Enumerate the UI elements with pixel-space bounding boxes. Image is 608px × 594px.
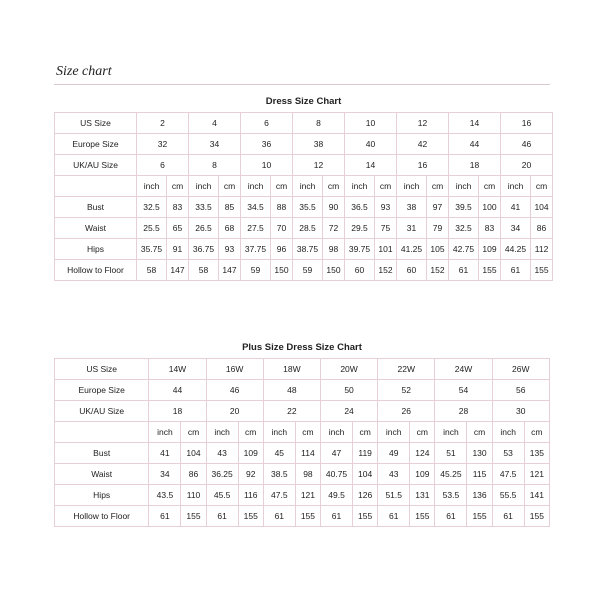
size-cell: 24 [320, 401, 377, 422]
measure-cell: 141 [524, 485, 549, 506]
row-label: Hollow to Floor [55, 506, 149, 527]
size-cell: 32 [137, 134, 189, 155]
measure-cell: 93 [375, 197, 397, 218]
size-cell: 50 [320, 380, 377, 401]
unit-inch: inch [241, 176, 271, 197]
measure-cell: 41 [149, 443, 181, 464]
measure-cell: 41 [501, 197, 531, 218]
measure-cell: 88 [271, 197, 293, 218]
measure-cell: 150 [271, 260, 293, 281]
measure-cell: 104 [181, 443, 206, 464]
measure-cell: 119 [353, 443, 378, 464]
measure-cell: 38 [397, 197, 427, 218]
size-cell: 22W [378, 359, 435, 380]
measure-cell: 47 [320, 443, 352, 464]
measure-cell: 124 [410, 443, 435, 464]
measure-row [55, 485, 550, 506]
size-cell: 28 [435, 401, 492, 422]
unit-cm: cm [181, 422, 206, 443]
measure-cell: 45 [263, 443, 295, 464]
size-cell: 22 [263, 401, 320, 422]
measure-cell: 98 [323, 239, 345, 260]
size-row-eu [55, 134, 553, 155]
measure-cell: 61 [320, 506, 352, 527]
measure-cell: 61 [449, 260, 479, 281]
measure-cell: 34 [149, 464, 181, 485]
measure-cell: 27.5 [241, 218, 271, 239]
measure-cell: 75 [375, 218, 397, 239]
measure-cell: 90 [323, 197, 345, 218]
measure-cell: 43 [378, 464, 410, 485]
size-row-uk [55, 401, 550, 422]
unit-inch: inch [492, 422, 524, 443]
size-cell: 6 [241, 113, 293, 134]
measure-cell: 31 [397, 218, 427, 239]
measure-cell: 109 [238, 443, 263, 464]
measure-cell: 135 [524, 443, 549, 464]
measure-cell: 98 [295, 464, 320, 485]
size-cell: 20W [320, 359, 377, 380]
measure-cell: 86 [181, 464, 206, 485]
measure-cell: 65 [167, 218, 189, 239]
measure-cell: 36.25 [206, 464, 238, 485]
measure-cell: 126 [353, 485, 378, 506]
measure-cell: 72 [323, 218, 345, 239]
size-row-eu [55, 380, 550, 401]
row-label: Europe Size [55, 134, 137, 155]
table-caption: Dress Size Chart [55, 90, 553, 113]
measure-cell: 101 [375, 239, 397, 260]
measure-cell: 121 [295, 485, 320, 506]
unit-row-blank [55, 176, 137, 197]
measure-cell: 68 [219, 218, 241, 239]
size-cell: 38 [293, 134, 345, 155]
measure-cell: 59 [293, 260, 323, 281]
measure-cell: 93 [219, 239, 241, 260]
measure-cell: 37.75 [241, 239, 271, 260]
measure-cell: 155 [531, 260, 553, 281]
measure-cell: 45.25 [435, 464, 467, 485]
row-label: Waist [55, 464, 149, 485]
row-label: Waist [55, 218, 137, 239]
measure-cell: 61 [501, 260, 531, 281]
measure-cell: 85 [219, 197, 241, 218]
measure-cell: 92 [238, 464, 263, 485]
measure-cell: 112 [531, 239, 553, 260]
measure-cell: 83 [167, 197, 189, 218]
measure-cell: 60 [345, 260, 375, 281]
measure-cell: 121 [524, 464, 549, 485]
measure-cell: 155 [524, 506, 549, 527]
unit-inch: inch [189, 176, 219, 197]
measure-cell: 114 [295, 443, 320, 464]
size-cell: 56 [492, 380, 549, 401]
size-cell: 16 [397, 155, 449, 176]
measure-cell: 43.5 [149, 485, 181, 506]
measure-row [55, 443, 550, 464]
dress-size-table [54, 90, 553, 281]
measure-cell: 41.25 [397, 239, 427, 260]
size-cell: 42 [397, 134, 449, 155]
row-label: Hips [55, 485, 149, 506]
row-label: Hollow to Floor [55, 260, 137, 281]
measure-cell: 155 [353, 506, 378, 527]
measure-cell: 55.5 [492, 485, 524, 506]
measure-cell: 49.5 [320, 485, 352, 506]
measure-cell: 61 [206, 506, 238, 527]
measure-cell: 96 [271, 239, 293, 260]
measure-cell: 53.5 [435, 485, 467, 506]
size-cell: 26 [378, 401, 435, 422]
size-cell: 26W [492, 359, 549, 380]
size-cell: 52 [378, 380, 435, 401]
measure-cell: 83 [479, 218, 501, 239]
measure-cell: 49 [378, 443, 410, 464]
measure-cell: 45.5 [206, 485, 238, 506]
measure-cell: 110 [181, 485, 206, 506]
size-cell: 16W [206, 359, 263, 380]
measure-cell: 136 [467, 485, 492, 506]
size-cell: 8 [189, 155, 241, 176]
row-label: US Size [55, 359, 149, 380]
measure-cell: 32.5 [137, 197, 167, 218]
unit-row [55, 422, 550, 443]
measure-row [55, 464, 550, 485]
measure-cell: 109 [410, 464, 435, 485]
unit-inch: inch [137, 176, 167, 197]
measure-cell: 58 [189, 260, 219, 281]
unit-cm: cm [238, 422, 263, 443]
unit-inch: inch [435, 422, 467, 443]
size-cell: 18 [149, 401, 206, 422]
measure-cell: 91 [167, 239, 189, 260]
unit-cm: cm [295, 422, 320, 443]
size-cell: 54 [435, 380, 492, 401]
measure-cell: 59 [241, 260, 271, 281]
unit-cm: cm [353, 422, 378, 443]
measure-row [55, 239, 553, 260]
unit-row [55, 176, 553, 197]
measure-cell: 40.75 [320, 464, 352, 485]
unit-cm: cm [479, 176, 501, 197]
size-cell: 14 [345, 155, 397, 176]
measure-cell: 79 [427, 218, 449, 239]
page-title: Size chart [56, 64, 112, 79]
measure-cell: 61 [492, 506, 524, 527]
measure-cell: 38.75 [293, 239, 323, 260]
measure-cell: 34.5 [241, 197, 271, 218]
row-label: Hips [55, 239, 137, 260]
measure-cell: 150 [323, 260, 345, 281]
measure-cell: 32.5 [449, 218, 479, 239]
size-cell: 46 [206, 380, 263, 401]
size-cell: 4 [189, 113, 241, 134]
unit-cm: cm [219, 176, 241, 197]
measure-cell: 147 [219, 260, 241, 281]
unit-inch: inch [345, 176, 375, 197]
unit-cm: cm [375, 176, 397, 197]
measure-cell: 100 [479, 197, 501, 218]
measure-row [55, 506, 550, 527]
row-label: UK/AU Size [55, 401, 149, 422]
measure-cell: 36.5 [345, 197, 375, 218]
measure-cell: 47.5 [263, 485, 295, 506]
measure-cell: 155 [238, 506, 263, 527]
measure-cell: 61 [378, 506, 410, 527]
size-row-us [55, 359, 550, 380]
measure-cell: 35.75 [137, 239, 167, 260]
measure-cell: 43 [206, 443, 238, 464]
unit-cm: cm [524, 422, 549, 443]
measure-cell: 47.5 [492, 464, 524, 485]
measure-cell: 116 [238, 485, 263, 506]
unit-cm: cm [167, 176, 189, 197]
size-cell: 10 [241, 155, 293, 176]
measure-cell: 61 [149, 506, 181, 527]
unit-inch: inch [320, 422, 352, 443]
plus-size-chart-panel [54, 336, 550, 527]
size-cell: 36 [241, 134, 293, 155]
measure-cell: 105 [427, 239, 449, 260]
measure-cell: 29.5 [345, 218, 375, 239]
measure-cell: 155 [467, 506, 492, 527]
unit-cm: cm [427, 176, 449, 197]
measure-cell: 39.5 [449, 197, 479, 218]
size-cell: 48 [263, 380, 320, 401]
measure-cell: 25.5 [137, 218, 167, 239]
measure-cell: 28.5 [293, 218, 323, 239]
size-cell: 16 [501, 113, 553, 134]
size-row-uk [55, 155, 553, 176]
row-label: Bust [55, 197, 137, 218]
size-row-us [55, 113, 553, 134]
row-label: UK/AU Size [55, 155, 137, 176]
size-cell: 18 [449, 155, 501, 176]
measure-cell: 58 [137, 260, 167, 281]
title-divider [54, 84, 550, 85]
size-cell: 20 [501, 155, 553, 176]
row-label: US Size [55, 113, 137, 134]
size-cell: 18W [263, 359, 320, 380]
size-cell: 34 [189, 134, 241, 155]
measure-cell: 155 [410, 506, 435, 527]
measure-row [55, 218, 553, 239]
unit-inch: inch [293, 176, 323, 197]
measure-cell: 70 [271, 218, 293, 239]
size-cell: 14W [149, 359, 206, 380]
measure-cell: 130 [467, 443, 492, 464]
measure-cell: 97 [427, 197, 449, 218]
size-cell: 30 [492, 401, 549, 422]
row-label: Europe Size [55, 380, 149, 401]
measure-cell: 36.75 [189, 239, 219, 260]
unit-inch: inch [378, 422, 410, 443]
unit-cm: cm [531, 176, 553, 197]
table-caption-row [55, 336, 550, 359]
measure-cell: 152 [375, 260, 397, 281]
unit-inch: inch [501, 176, 531, 197]
unit-row-blank [55, 422, 149, 443]
dress-size-chart-panel [54, 90, 550, 281]
measure-cell: 109 [479, 239, 501, 260]
size-cell: 44 [449, 134, 501, 155]
measure-cell: 155 [295, 506, 320, 527]
measure-cell: 104 [353, 464, 378, 485]
measure-cell: 131 [410, 485, 435, 506]
measure-cell: 26.5 [189, 218, 219, 239]
measure-cell: 34 [501, 218, 531, 239]
measure-cell: 60 [397, 260, 427, 281]
unit-inch: inch [263, 422, 295, 443]
table-caption: Plus Size Dress Size Chart [55, 336, 550, 359]
size-cell: 40 [345, 134, 397, 155]
unit-cm: cm [467, 422, 492, 443]
measure-row [55, 260, 553, 281]
unit-cm: cm [323, 176, 345, 197]
unit-inch: inch [206, 422, 238, 443]
size-cell: 44 [149, 380, 206, 401]
measure-cell: 38.5 [263, 464, 295, 485]
measure-cell: 42.75 [449, 239, 479, 260]
size-cell: 12 [397, 113, 449, 134]
size-cell: 2 [137, 113, 189, 134]
measure-cell: 104 [531, 197, 553, 218]
measure-row [55, 197, 553, 218]
measure-cell: 147 [167, 260, 189, 281]
size-cell: 14 [449, 113, 501, 134]
unit-cm: cm [410, 422, 435, 443]
unit-inch: inch [397, 176, 427, 197]
unit-cm: cm [271, 176, 293, 197]
measure-cell: 61 [263, 506, 295, 527]
measure-cell: 44.25 [501, 239, 531, 260]
measure-cell: 86 [531, 218, 553, 239]
unit-inch: inch [449, 176, 479, 197]
table-caption-row [55, 90, 553, 113]
plus-size-table [54, 336, 550, 527]
measure-cell: 39.75 [345, 239, 375, 260]
measure-cell: 53 [492, 443, 524, 464]
size-cell: 12 [293, 155, 345, 176]
size-cell: 20 [206, 401, 263, 422]
measure-cell: 152 [427, 260, 449, 281]
measure-cell: 51 [435, 443, 467, 464]
measure-cell: 35.5 [293, 197, 323, 218]
measure-cell: 155 [181, 506, 206, 527]
size-cell: 24W [435, 359, 492, 380]
measure-cell: 61 [435, 506, 467, 527]
size-cell: 10 [345, 113, 397, 134]
row-label: Bust [55, 443, 149, 464]
measure-cell: 115 [467, 464, 492, 485]
measure-cell: 155 [479, 260, 501, 281]
size-cell: 6 [137, 155, 189, 176]
unit-inch: inch [149, 422, 181, 443]
size-cell: 8 [293, 113, 345, 134]
measure-cell: 51.5 [378, 485, 410, 506]
measure-cell: 33.5 [189, 197, 219, 218]
size-cell: 46 [501, 134, 553, 155]
